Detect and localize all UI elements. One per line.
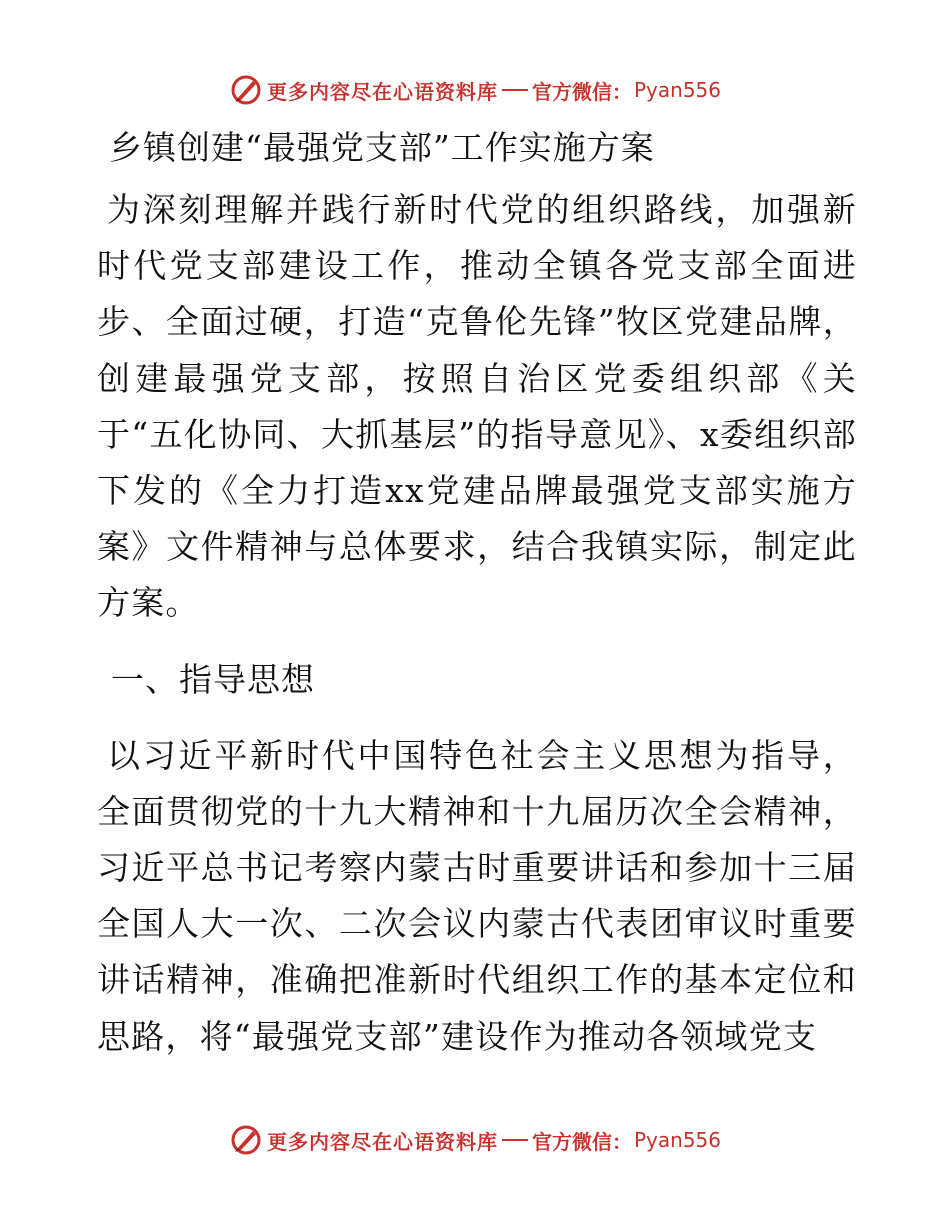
intro-paragraph: 为深刻理解并践行新时代党的组织路线，加强新时代党支部建设工作，推动全镇各党支部全面进步、全面过硬，打造“克鲁伦先锋”牧区党建品牌，创建最强党支部，按照自治区党委组织部《关于“五化协同、大抓基层”的指导意见》、x委组织部下发的《全力打造xx党建品牌最强党支部实施方案》文件精神与总体要求，结合我镇实际，制定此方案。 bbox=[97, 190, 857, 623]
watermark-text: 更多内容尽在心语资料库 bbox=[266, 1129, 498, 1154]
footer-watermark bbox=[0, 1120, 950, 1160]
watermark-handle: Pyan556 bbox=[633, 1128, 721, 1152]
document-body bbox=[97, 122, 857, 1065]
watermark-handle: Pyan556 bbox=[633, 78, 721, 102]
header-watermark bbox=[0, 70, 950, 110]
watermark-text: 更多内容尽在心语资料库 bbox=[266, 79, 498, 104]
watermark-separator: 官方微信： bbox=[531, 1129, 632, 1154]
watermark-separator: 官方微信： bbox=[531, 79, 632, 104]
watermark-dash bbox=[502, 1139, 528, 1141]
document-title: 乡镇创建“最强党支部”工作实施方案 bbox=[109, 128, 655, 167]
section-paragraph: 以习近平新时代中国特色社会主义思想为指导，全面贯彻党的十九大精神和十九届历次全会精神，习近平总书记考察内蒙古时重要讲话和参加十三届全国人大一次、二次会议内蒙古代表团审议时重要讲话精神，准确把准新时代组织工作的基本定位和思路，将“最强党支部”建设作为推动各领域党支 bbox=[97, 735, 857, 1056]
section-heading: 一、指导思想 bbox=[111, 659, 315, 699]
quill-pen-circle-icon bbox=[229, 73, 263, 107]
quill-pen-circle-icon bbox=[229, 1123, 263, 1157]
watermark-dash bbox=[502, 89, 528, 91]
